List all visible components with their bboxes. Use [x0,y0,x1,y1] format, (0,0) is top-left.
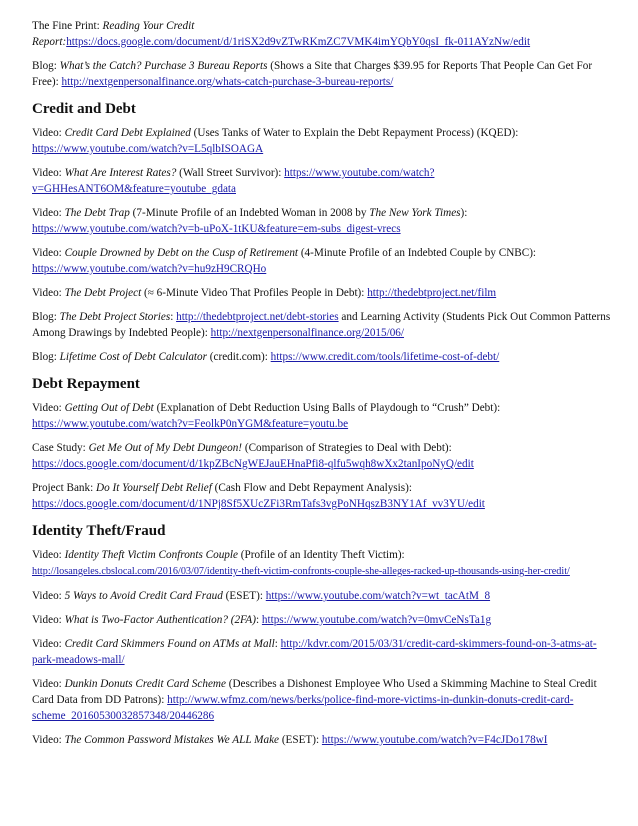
entry-type: Blog: [32,60,60,72]
entry-link[interactable]: http://thedebtproject.net/film [367,287,497,299]
entry-link[interactable]: https://www.youtube.com/watch?v=wt_tacAtM_8 [265,590,491,602]
entry-type: Video: [32,207,65,219]
entry-description: : [274,638,281,650]
entry-title: Get Me Out of My Debt Dungeon! [88,442,243,454]
entry-type: Video: [32,638,65,650]
resource-entry [32,588,614,604]
entry-title: What is Two-Factor Authentication? (2FA) [64,614,256,626]
entry-type: The Fine Print: [32,20,103,32]
entry-link[interactable]: http://losangeles.cbslocal.com/2016/03/07/identity-theft-victim-confronts-couple-she-alleges-racked-up-thousands-using-her-credit/ [32,566,570,577]
section-heading: Identity Theft/Fraud [32,523,166,539]
entry-title: Lifetime Cost of Debt Calculator [59,351,207,363]
entry-type: Video: [32,678,65,690]
entry-link[interactable]: https://www.youtube.com/watch?v=FeolkP0nYGM&feature=youtu.be [32,418,349,430]
entry-description-2: and Learning Activity (Students Pick Out Common Patterns Among Drawings by Indebted People): [32,311,611,339]
entry-link[interactable]: http://kdvr.com/2015/03/31/credit-card-skimmers-found-on-3-atms-at-park-meadows-mall/ [32,638,597,666]
entry-type: Video: [32,549,65,561]
section-heading: Credit and Debt [32,101,136,117]
entry-title: The Common Password Mistakes We ALL Make [64,734,280,746]
resource-entry [32,676,614,724]
entry-type: Video: [32,734,65,746]
entry-description: : [256,614,262,626]
entry-type: Video: [32,614,65,626]
resource-entry [32,400,614,432]
entry-title-2: The New York Times [369,207,461,219]
entry-type: Blog: [32,351,60,363]
entry-title: What Are Interest Rates? [64,167,177,179]
entry-title: Couple Drowned by Debt on the Cusp of Retirement [64,247,299,259]
resource-entry [32,480,614,512]
resource-entry [32,732,614,748]
resource-entry [32,349,614,365]
entry-description: (Wall Street Survivor): [176,167,285,179]
resource-entry [32,309,614,341]
entry-title: Reading Your Credit Report: [32,20,195,48]
entry-link[interactable]: https://www.youtube.com/watch?v=L5qlbISOAGA [32,143,264,155]
entry-description: (Profile of an Identity Theft Victim): [237,549,405,561]
entry-description: (Cash Flow and Debt Repayment Analysis): [211,482,412,494]
resource-entry [32,18,614,50]
entry-title: Credit Card Skimmers Found on ATMs at Mall [64,638,275,650]
resource-entry [32,58,614,90]
entry-link[interactable]: http://nextgenpersonalfinance.org/whats-catch-purchase-3-bureau-reports/ [61,76,394,88]
entry-description: (Describes a Dishonest Employee Who Used a Skimming Machine to Steal Credit Card Data from DD Patrons): [32,678,597,706]
resource-entry [32,165,614,197]
section-heading: Debt Repayment [32,376,140,392]
resource-entry [32,285,614,301]
entry-link[interactable]: https://docs.google.com/document/d/1kpZBcNgWEJauEHnaPfi8-qlfu5wqh8wXx2tanIpoNyQ/edit [32,458,474,470]
entry-description: (Comparison of Strategies to Deal with Debt): [242,442,452,454]
entry-type: Video: [32,402,65,414]
entry-type: Blog: [32,311,60,323]
entry-description: (ESET): [279,734,322,746]
resource-entry [32,547,614,580]
entry-title: The Debt Project Stories [59,311,171,323]
entry-link[interactable]: https://www.youtube.com/watch?v=0mvCeNsTa1g [261,614,492,626]
entry-link[interactable]: https://www.youtube.com/watch?v=GHHesANT6OM&feature=youtube_gdata [32,167,435,195]
entry-type: Video: [32,590,65,602]
resource-entry [32,245,614,277]
entry-title: Credit Card Debt Explained [64,127,191,139]
entry-link[interactable]: https://docs.google.com/document/d/1NPj8Sf5XUcZFi3RmTafs3vgPoNHqszB3NY1Af_vv3YU/edit [32,498,485,510]
resource-entry [32,612,614,628]
entry-description: (credit.com): [206,351,271,363]
resource-entry [32,205,614,237]
entry-description: (≈ 6-Minute Video That Profiles People in Debt): [141,287,368,299]
entry-title: Getting Out of Debt [64,402,154,414]
entry-title: The Debt Project [64,287,142,299]
entry-type: Video: [32,247,65,259]
entry-type: Video: [32,127,65,139]
entry-link[interactable]: http://www.wfmz.com/news/berks/police-find-more-victims-in-dunkin-donuts-credit-card-scheme_20160530032857348/20446286 [32,694,574,722]
entry-link[interactable]: https://www.credit.com/tools/lifetime-cost-of-debt/ [270,351,500,363]
entry-title: What’s the Catch? Purchase 3 Bureau Reports [59,60,268,72]
entry-link-2[interactable]: http://nextgenpersonalfinance.org/2015/06/ [210,327,405,339]
entry-description: (Shows a Site that Charges $39.95 for Reports That People Can Get For Free): [32,60,593,88]
resource-entry [32,125,614,157]
entry-link[interactable]: https://www.youtube.com/watch?v=b-uPoX-1tKU&feature=em-subs_digest-vrecs [32,223,401,235]
resource-entry [32,636,614,668]
entry-type: Project Bank: [32,482,97,494]
entry-title: The Debt Trap [64,207,130,219]
entry-title: Do It Yourself Debt Relief [96,482,212,494]
entry-description: (Explanation of Debt Reduction Using Balls of Playdough to “Crush” Debt): [153,402,501,414]
entry-description: (Uses Tanks of Water to Explain the Debt Repayment Process) (KQED): [190,127,519,139]
entry-link[interactable]: http://thedebtproject.net/debt-stories [176,311,339,323]
resource-entry [32,440,614,472]
entry-link[interactable]: https://www.youtube.com/watch?v=F4cJDo178wI [321,734,548,746]
entry-title: Identity Theft Victim Confronts Couple [64,549,238,561]
entry-type: Video: [32,167,65,179]
entry-description-2: ): [460,207,468,219]
entry-link[interactable]: https://docs.google.com/document/d/1riSX2d9vZTwRKmZC7VMK4imYQbY0qsI_fk-011AYzNw/edit [66,36,531,48]
entry-description: (7-Minute Profile of an Indebted Woman in 2008 by [129,207,370,219]
entry-description: (4-Minute Profile of an Indebted Couple by CNBC): [298,247,537,259]
entry-type: Video: [32,287,65,299]
entry-link[interactable]: https://www.youtube.com/watch?v=hu9zH9CRQHo [32,263,267,275]
entry-title: Dunkin Donuts Credit Card Scheme [64,678,226,690]
entry-type: Case Study: [32,442,89,454]
entry-description: : [170,311,177,323]
entry-title: 5 Ways to Avoid Credit Card Fraud [64,590,223,602]
entry-description: (ESET): [222,590,266,602]
